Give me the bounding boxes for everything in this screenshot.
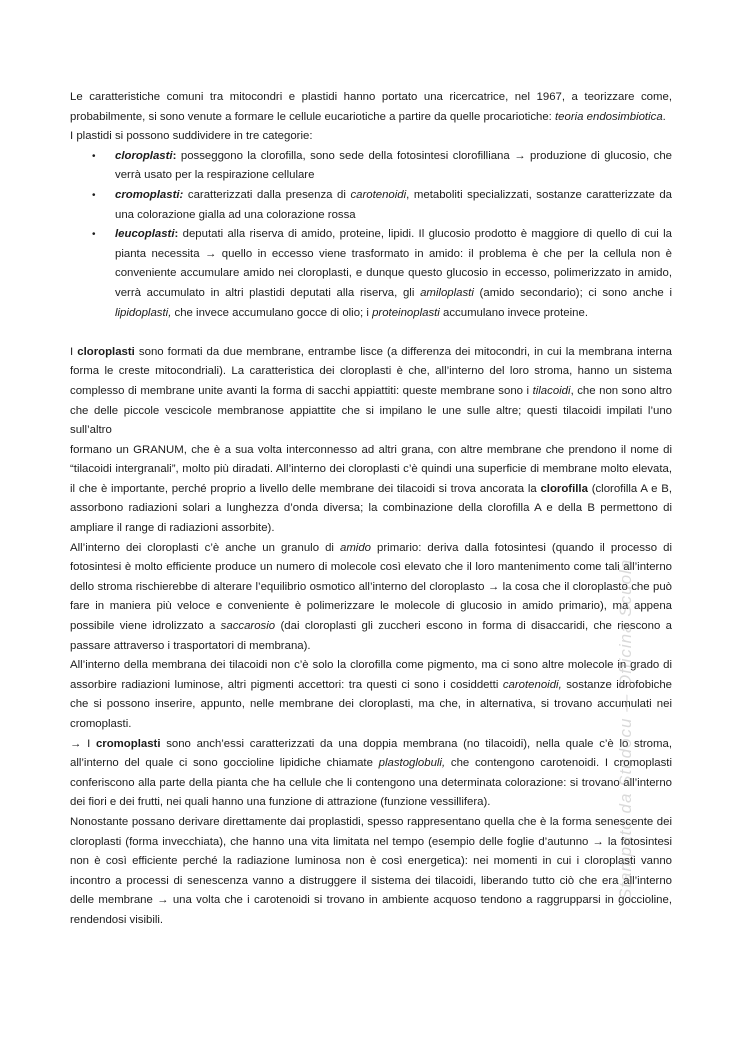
text: (dai cloroplasti gli zuccheri escono in forma di disaccaridi, che riescono a passare attraverso i trasportatori di membrana).: [70, 620, 673, 652]
text: amiloplasti: [420, 286, 474, 299]
text: tilacoidi: [532, 384, 571, 397]
text: .: [662, 110, 666, 123]
text: amido: [339, 541, 372, 554]
term: cromoplasti:: [115, 188, 184, 201]
text: carotenoidi: [350, 188, 407, 201]
text: (amido secondario); ci sono anche i: [473, 286, 672, 299]
text: All’interno della membrana dei tilacoidi non c’è solo la clorofilla come pigmento, ma ci sono altre molecole in grado di assorbire radiazioni luminose, altri pigmenti accettori: tra questi ci sono i cosiddetti: [70, 659, 672, 691]
body-paragraph: Nonostante possano derivare direttamente dai proplastidi, spesso rappresentano quella che è la forma senescente dei cloroplasti (forma invecchiata), che hanno una vita limitata nel tempo (esempio delle foglie d’autunno → la fotosintesi non è così efficiente perché la radiazione luminosa non è così energetica): nei momenti in cui i cloroplasti vanno incontro a processi di senescenza vanno a distruggere il sistema dei tilacoidi, liberando tutto ciò che era all’interno delle membrane → una volta che i carotenoidi si trovano in ambiente acquoso tendono a raggrupparsi in goccioline, rendendosi visibili.: [70, 815, 672, 926]
text: accumulano invece proteine.: [439, 306, 589, 319]
body-paragraph: [70, 441, 672, 539]
bullet-icon: •: [92, 229, 96, 241]
text: caratterizzati dalla presenza di: [183, 188, 351, 201]
list-item: [70, 186, 672, 225]
bullet-icon: •: [92, 189, 96, 201]
categories-intro: I plastidi si possono suddividere in tre categorie:: [70, 130, 313, 143]
colon: :: [172, 149, 177, 162]
text: , che non sono altro che delle piccole vescicole membranose appiattite che si impilano le une sulle altre; questi tilacoidi impilati l’uno sull’altro: [70, 384, 672, 437]
text: posseggono la clorofilla, sono sede della fotosintesi clorofilliana → produzione di glucosio, che verrà usato per la respirazione cellulare: [115, 149, 672, 182]
list-item: [70, 147, 672, 186]
theory-term: teoria endosimbiotica: [555, 110, 663, 123]
text: (clorofilla A e B, assorbono radiazioni solari a lunghezza d’onda diversa; la combinazione della clorofilla A e della B permettono di ampliare il range di radiazioni assorbite).: [70, 482, 672, 535]
term: leucoplasti: [115, 228, 175, 241]
text: sono formati da due membrane, entrambe lisce (a differenza dei mitocondri, in cui la membrana interna forma le creste mitocondriali). La caratteristica dei cloroplasti è che, all’interno del loro stroma, hanno un sistema complesso di membrane unite avanti la forma di sacchi appiattiti: queste membrane sono i: [70, 345, 672, 397]
body-paragraph: [70, 656, 672, 734]
text: , metaboliti specializzati, sostanze caratterizzate da una colorazione gialla ad una colorazione rossa: [115, 188, 672, 221]
plastid-categories-list: [70, 147, 672, 323]
list-item: [70, 225, 672, 323]
text: primario: deriva dalla fotosintesi (quando il processo di fotosintesi è molto efficiente produce un numero di molecole così elevato che il loro mantenimento come tali all’interno dello stroma rischierebbe di alterare l’equilibrio osmotico all’interno del cloroplasto → la cosa che il cloroplasto che può fare in maniera più veloce e conveniente è polimerizzare le molecole di glucosio in amido primario), ma appena possibile viene idrolizzato a: [70, 541, 672, 633]
text: lipidoplasti,: [115, 306, 172, 319]
text: cromoplasti: [95, 737, 161, 750]
text: → I: [70, 737, 96, 750]
text: formano un GRANUM, che è a sua volta interconnesso ad altri grana, con altre membrane che prendono il nome di “tilacoidi intergranali”, molto più diradati. All’interno dei cloroplasti c’è quindi una superficie di membrane molto elevata, il che è importante, perché proprio a livello delle membrane dei tilacoidi si trova ancorata la: [70, 443, 672, 495]
text: carotenoidi,: [502, 678, 562, 691]
colon: :: [174, 228, 179, 241]
text: che contengono carotenoidi. I cromoplasti conferiscono alla parte della pianta che ha cellule che li contengono una determinata colorazione: si trovano all’interno dei fiori e dei frutti, nei quali hanno una funzione di attrazione (funzione vessillifera).: [70, 757, 672, 809]
text: cloroplasti: [77, 345, 135, 358]
text: Le caratteristiche comuni tra mitocondri e plastidi hanno portato una ricercatrice, nel 1967, a teorizzare come, probabilmente, si sono venute a formare le cellule eucariotiche a partire da quelle procariotiche:: [70, 91, 672, 123]
text: deputati alla riserva di amido, proteine, lipidi. Il glucosio prodotto è maggiore di quello di cui la pianta necessita → quello in eccesso viene trasformato in amido: il problema è che per la cellula non è conveniente accumulare amido nei cloroplasti, e dunque questo glucosio in eccesso, polimerizzato in amido, verrà accumulato in altri plastidi deputati alla riserva, gli: [115, 228, 672, 299]
text: plastoglobuli,: [378, 757, 446, 770]
intro-paragraph: [70, 88, 672, 127]
term: cloroplasti: [115, 149, 173, 162]
body-paragraph: [70, 539, 672, 657]
text: proteinoplasti: [372, 306, 440, 319]
body-paragraph: [70, 735, 672, 813]
text: che invece accumulano gocce di olio; i: [171, 306, 373, 319]
text: I: [70, 345, 78, 358]
text: clorofilla: [540, 482, 588, 495]
text: sono anch’essi caratterizzati da una doppia membrana (no tilacoidi), nella quale c’è lo stroma, all’interno del quale ci sono goccioline lipidiche chiamate: [70, 737, 672, 770]
paragraph-gap: [70, 323, 672, 343]
text: All’interno dei cloroplasti c’è anche un granulo di: [70, 541, 340, 554]
text: saccarosio: [220, 620, 276, 633]
body-paragraph: [70, 343, 672, 441]
watermark: Stampato da Studocu — Officina Scuola: [616, 558, 635, 900]
text: sostanze idrofobiche che si possono inserire, appunto, nelle membrane dei cloroplasti, ma che, in alternativa, si trovano accumulati nei cromoplasti.: [70, 678, 672, 730]
bullet-icon: •: [92, 150, 96, 162]
document-page: [70, 88, 672, 931]
